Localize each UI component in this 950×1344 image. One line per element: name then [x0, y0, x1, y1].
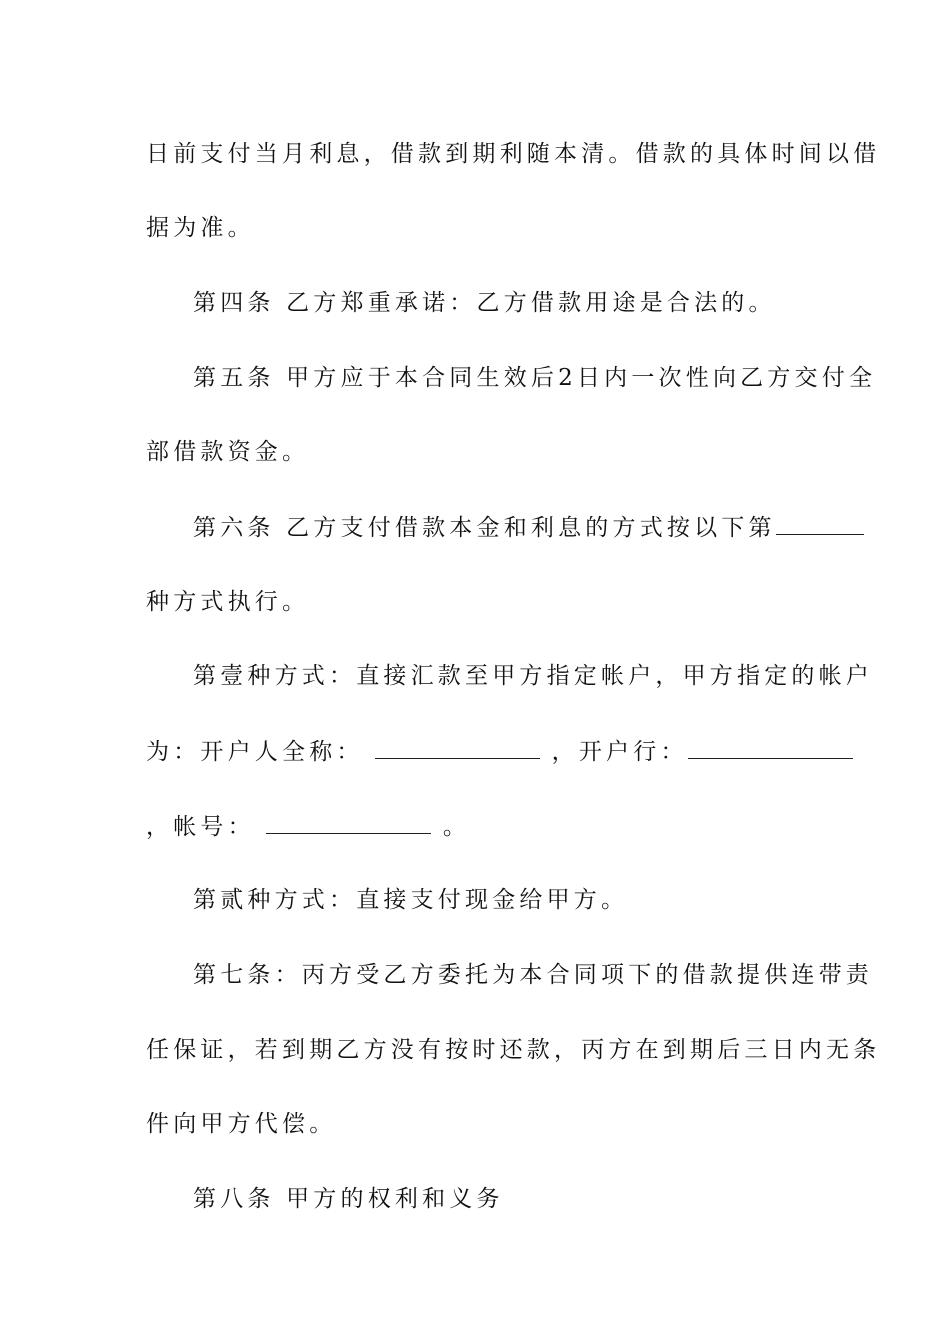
article-7: [193, 960, 873, 990]
article-5: [193, 363, 877, 393]
payment-method-1: [193, 661, 873, 691]
account-number-blank[interactable]: [266, 811, 431, 834]
text-line: 第五条 甲方应于本合同生效后2日内一次性向乙方交付全: [193, 365, 877, 391]
text-line: 第壹种方式：直接汇款至甲方指定帐户，甲方指定的帐户: [193, 663, 873, 689]
text-line: 据为准。: [146, 215, 255, 241]
bank-label: ，开户行：: [551, 739, 688, 765]
text-line: 第四条 乙方郑重承诺：乙方借款用途是合法的。: [193, 290, 776, 316]
paragraph-line: [146, 587, 806, 617]
article-4: [193, 288, 806, 318]
account-holder-label: 为：开户人全称：: [146, 739, 364, 765]
paragraph-line: [146, 213, 806, 243]
text-line: 任保证，若到期乙方没有按时还款，丙方在到期后三日内无条: [146, 1037, 881, 1063]
paragraph-line: [146, 811, 806, 842]
paragraph-line: [146, 437, 806, 467]
account-holder-blank[interactable]: [375, 736, 540, 759]
text-line: 种方式执行。: [146, 589, 310, 615]
payment-method-2: [193, 885, 806, 915]
paragraph-line: [146, 1035, 881, 1065]
text-line: 第八条 甲方的权利和义务: [193, 1186, 504, 1212]
bank-blank[interactable]: [688, 736, 853, 759]
text-line: 第贰种方式：直接支付现金给甲方。: [193, 887, 629, 913]
paragraph-line: [146, 1109, 806, 1139]
paragraph-line: [146, 736, 806, 767]
text-line: 。: [442, 814, 471, 840]
text-line: 件向甲方代偿。: [146, 1111, 337, 1137]
text-line: 部借款资金。: [146, 439, 310, 465]
text-line: 日前支付当月利息，借款到期利随本清。借款的具体时间以借: [146, 141, 881, 167]
article-8: [193, 1184, 806, 1214]
fill-in-blank[interactable]: [776, 512, 864, 535]
paragraph-line: [146, 139, 881, 169]
account-number-label: ，帐号：: [146, 814, 255, 840]
article-6: [193, 512, 806, 543]
text-line: 第六条 乙方支付借款本金和利息的方式按以下第: [193, 515, 776, 541]
text-line: 第七条：丙方受乙方委托为本合同项下的借款提供连带责: [193, 962, 873, 988]
